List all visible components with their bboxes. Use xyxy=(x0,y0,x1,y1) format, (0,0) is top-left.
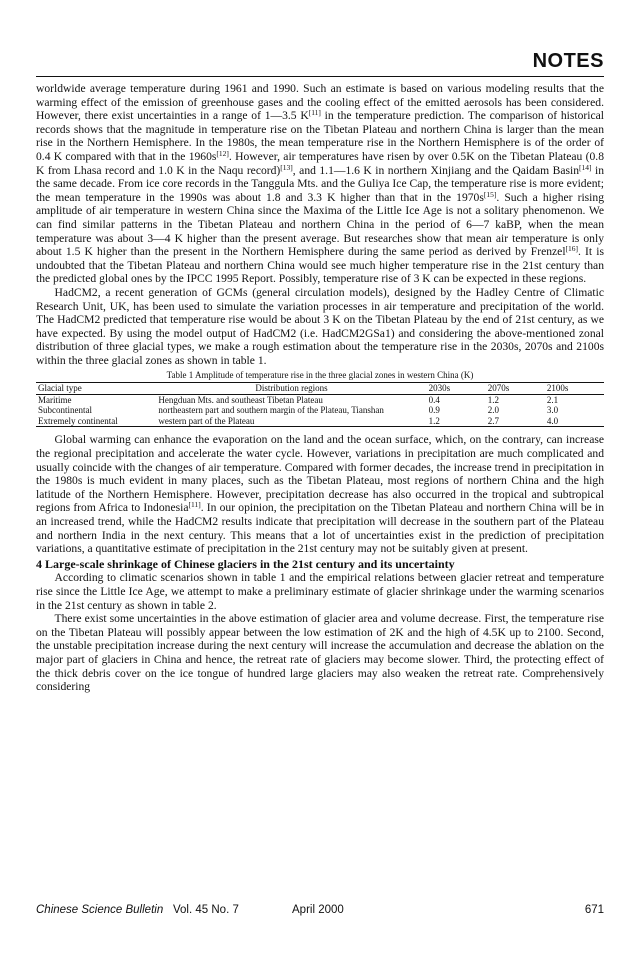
col-distribution-regions: Distribution regions xyxy=(156,383,426,395)
citation: [12] xyxy=(216,148,229,158)
col-2030s: 2030s xyxy=(427,383,486,395)
paragraph-2: HadCM2, a recent generation of GCMs (general circulation models), designed by the Hadley Centre of Climatic Research Unit, UK, has been used to simulate the variation processes in air temperature and precipitation of the world. The HadCM2 predicted that temperature rise would be about 3 K on the Tibetan Plateau by the end of 21st century, as we have expected. By using the model output of HadCM2 (i.e. HadCM2GSa1) and considering the above-mentioned zonal distribution of three glacial types, we make a rough estimation about the temperature rise in the 2030s, 2070s and 2100s within the three glacial zones as shown in table 1. xyxy=(36,285,604,367)
table-header-row xyxy=(36,383,604,395)
citation: [11] xyxy=(188,500,201,510)
paragraph-3-lead: Global warming can enhance the evaporation on the land and the ocean surface, which, on the contrary, can increase the regional precipitation and accelerate the water cycle. However, variations in precipitation are much complicated and usually coincide with the changes of air temperature. Compared with former decades, the increase trend in precipitation in the 1980s is much evident in many places, such as the Tibetan Plateau, most regions of northern China and the high latitude of the Northern Hemisphere. However, precipitation decrease has also occurred in the tropical and subtropical regions from Africa to Indonesia xyxy=(36,433,604,515)
cell-2070s: 2.0 xyxy=(487,405,499,416)
col-2100s: 2100s xyxy=(545,383,604,395)
paragraph-1-part: in the temperature prediction. The comparison of historical records shows that the magnitude in temperature rise on the Tibetan Plateau and northern China is larger than the mean rise in the Northern Hemisphere. In the 1980s, the mean temperature rise in the Northern Hemisphere is of the order of 0.4 K compared with that in the 1960s xyxy=(36,109,604,163)
cell-region: western part of the Plateau xyxy=(158,415,255,426)
paragraph-1-part: in the same decade. From ice core records in the Tanggula Mts. and the Guliya Ice Cap, the temperature rise is more evident; the mean temperature in the 1990s was about 1.8 and 3.3 K higher than that in the 1970s xyxy=(36,163,604,204)
section-heading: 4 Large-scale shrinkage of Chinese glaciers in the 21st century and its uncertainty xyxy=(36,556,455,571)
issue-date: April 2000 xyxy=(292,904,344,916)
citation: [14] xyxy=(579,162,592,172)
section-label: NOTES xyxy=(532,50,604,72)
paragraph-1-part: . Such a higher rising amplitude of air temperature in western China since the Maxima of the Little Ice Age is not a solitary phenomenon. We can find similar patterns in the Tibetan Plateau and northern China in the period of 6—7 kaBP, when the mean temperature was about 3—4 K higher than the present average. But researches show that mean air temperature is only about 1.5 K higher than the present in the Northern Hemisphere during the same period as derived by Frenzel xyxy=(36,190,604,259)
cell-2070s: 2.7 xyxy=(487,415,499,426)
paragraph-1-part: , and 1.1—1.6 K in northern Xinjiang and the Qaidam Basin xyxy=(292,163,579,177)
cell-region: northeastern part and southern margin of the Plateau, Tianshan xyxy=(158,405,384,416)
table-1 xyxy=(36,382,604,427)
table-1-caption: Table 1 Amplitude of temperature rise in the three glacial zones in western China (K) xyxy=(166,370,474,381)
paragraph-1-part: . It is undoubted that the Tibetan Plateau and northern China would see much higher temperature rise in the 21st century than the predicted global ones by the IPCC 1995 Report. Possibly, temperature rise of 3 K can be expected in these regions. xyxy=(36,245,604,286)
journal-name: Chinese Science Bulletin xyxy=(36,904,164,916)
cell-2070s: 1.2 xyxy=(487,394,499,405)
cell-region: Hengduan Mts. and southeast Tibetan Plateau xyxy=(158,394,323,405)
cell-type: Extremely continental xyxy=(38,415,118,426)
cell-2030s: 0.9 xyxy=(428,405,440,416)
paragraph-3 xyxy=(36,433,604,555)
page-footer xyxy=(36,904,604,916)
cell-2100s: 3.0 xyxy=(546,405,559,416)
table-row xyxy=(36,416,604,427)
page-number: 671 xyxy=(584,904,604,916)
paragraph-1-lead: worldwide average temperature during 1961 and 1990. Such an estimate is based on various modeling results that the warming effect of the emission of greenhouse gases and the cooling effect of the emitted aerosols has been considered. However, there exist uncertainties in a range of 1—3.5 K xyxy=(36,82,604,123)
cell-type: Maritime xyxy=(38,394,72,405)
article-body xyxy=(36,82,604,694)
running-header xyxy=(36,50,604,77)
citation: [16] xyxy=(565,244,579,254)
journal-volume: Vol. 45 No. 7 xyxy=(173,904,239,916)
cell-type: Subcontinental xyxy=(38,405,92,416)
paragraph-1 xyxy=(36,82,604,286)
citation: [13] xyxy=(280,162,293,172)
col-2070s: 2070s xyxy=(486,383,545,395)
paragraph-4: According to climatic scenarios shown in table 1 and the empirical relations between glacier retreat and temperature rise since the Little Ice Age, we attempt to make a preliminary estimate of glacier shrinkage under the warming scenarios in the 21st century as shown in table 2. xyxy=(36,571,604,612)
table-row xyxy=(36,394,604,405)
paragraph-1-part: . However, air temperatures have risen by over 0.5K on the Tibetan Plateau (0.8 K from Lhasa record and 1.0 K in the Naqu record) xyxy=(36,149,604,177)
citation: [15] xyxy=(483,189,497,199)
paragraph-5: There exist some uncertainties in the above estimation of glacier area and volume decrease. First, the temperature rise on the Tibetan Plateau will possibly appear between the low estimation of 2K and the high of 4.5K up to 2100. Second, the unstable precipitation increase during the next century will increase the accumulation and decrease the ablation on the major part of glaciers in China and hence, the retreat rate of glaciers may become slower. Third, the protecting effect of the thick debris cover on the ice tongue of hundred large glaciers may also weaken the retreat rate. Comprehensively considering xyxy=(36,612,604,694)
table-row xyxy=(36,405,604,416)
paragraph-3-tail: . In our opinion, the precipitation on the Tibetan Plateau and northern China will be in an increased trend, while the HadCM2 results indicate that precipitation will decrease in the southern part of the Plateau and northern India in the next century. This means that a lot of uncertainties exist in the prediction of precipitation variations, a quantitative estimate of precipitation in the 21st century may not be suitably given at present. xyxy=(36,501,604,556)
cell-2030s: 1.2 xyxy=(428,415,440,426)
col-glacial-type: Glacial type xyxy=(36,383,156,395)
cell-2100s: 2.1 xyxy=(546,394,559,405)
citation: [11] xyxy=(308,108,321,118)
cell-2030s: 0.4 xyxy=(428,394,440,405)
cell-2100s: 4.0 xyxy=(546,415,559,426)
